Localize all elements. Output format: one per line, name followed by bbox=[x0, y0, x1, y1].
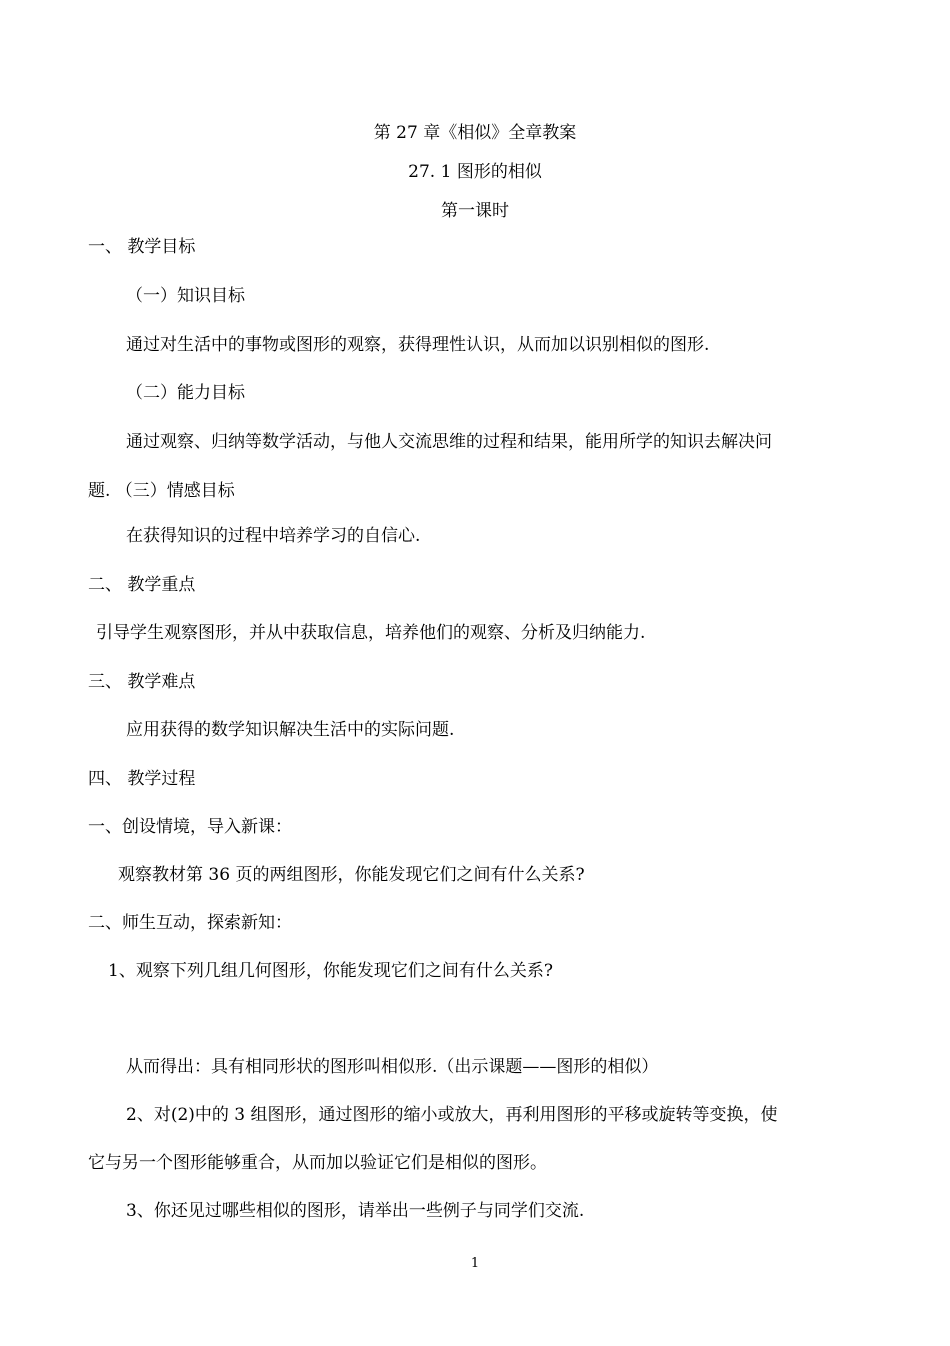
page-number: 1 bbox=[470, 1256, 480, 1271]
list-item: 3、你还见过哪些相似的图形，请举出一些例子与同学们交流. bbox=[126, 1201, 585, 1221]
subheading-introduction: 一、创设情境，导入新课： bbox=[88, 817, 292, 837]
section-heading: 27. 1 图形的相似 bbox=[408, 162, 542, 182]
paragraph: 从而得出：具有相同形状的图形叫相似形.（出示课题——图形的相似） bbox=[126, 1057, 659, 1077]
paragraph: 在获得知识的过程中培养学习的自信心. bbox=[126, 526, 421, 546]
heading-key-points: 二、 教学重点 bbox=[88, 575, 196, 595]
paragraph-continuation: 它与另一个图形能够重合，从而加以验证它们是相似的图形。 bbox=[88, 1153, 547, 1173]
list-item: 1、观察下列几组几何图形，你能发现它们之间有什么关系? bbox=[108, 961, 553, 981]
subheading-knowledge-goal: （一）知识目标 bbox=[126, 286, 245, 306]
subheading-interaction: 二、师生互动，探索新知： bbox=[88, 913, 292, 933]
document-title: 第 27 章《相似》全章教案 bbox=[373, 123, 577, 143]
paragraph: 通过观察、归纳等数学活动，与他人交流思维的过程和结果，能用所学的知识去解决问 bbox=[126, 432, 772, 452]
paragraph: 通过对生活中的事物或图形的观察，获得理性认识，从而加以识别相似的图形. bbox=[126, 335, 710, 355]
paragraph: 引导学生观察图形，并从中获取信息，培养他们的观察、分析及归纳能力. bbox=[96, 623, 646, 643]
paragraph: 应用获得的数学知识解决生活中的实际问题. bbox=[126, 720, 455, 740]
heading-teaching-process: 四、 教学过程 bbox=[88, 769, 196, 789]
paragraph: 观察教材第 36 页的两组图形，你能发现它们之间有什么关系? bbox=[118, 865, 585, 885]
paragraph-continuation: 题. （三）情感目标 bbox=[88, 481, 235, 501]
heading-teaching-goals: 一、 教学目标 bbox=[88, 237, 196, 257]
heading-difficulties: 三、 教学难点 bbox=[88, 672, 196, 692]
lesson-heading: 第一课时 bbox=[441, 201, 509, 221]
list-item: 2、对(2)中的 3 组图形，通过图形的缩小或放大，再利用图形的平移或旋转等变换，使 bbox=[126, 1105, 778, 1125]
subheading-ability-goal: （二）能力目标 bbox=[126, 383, 245, 403]
